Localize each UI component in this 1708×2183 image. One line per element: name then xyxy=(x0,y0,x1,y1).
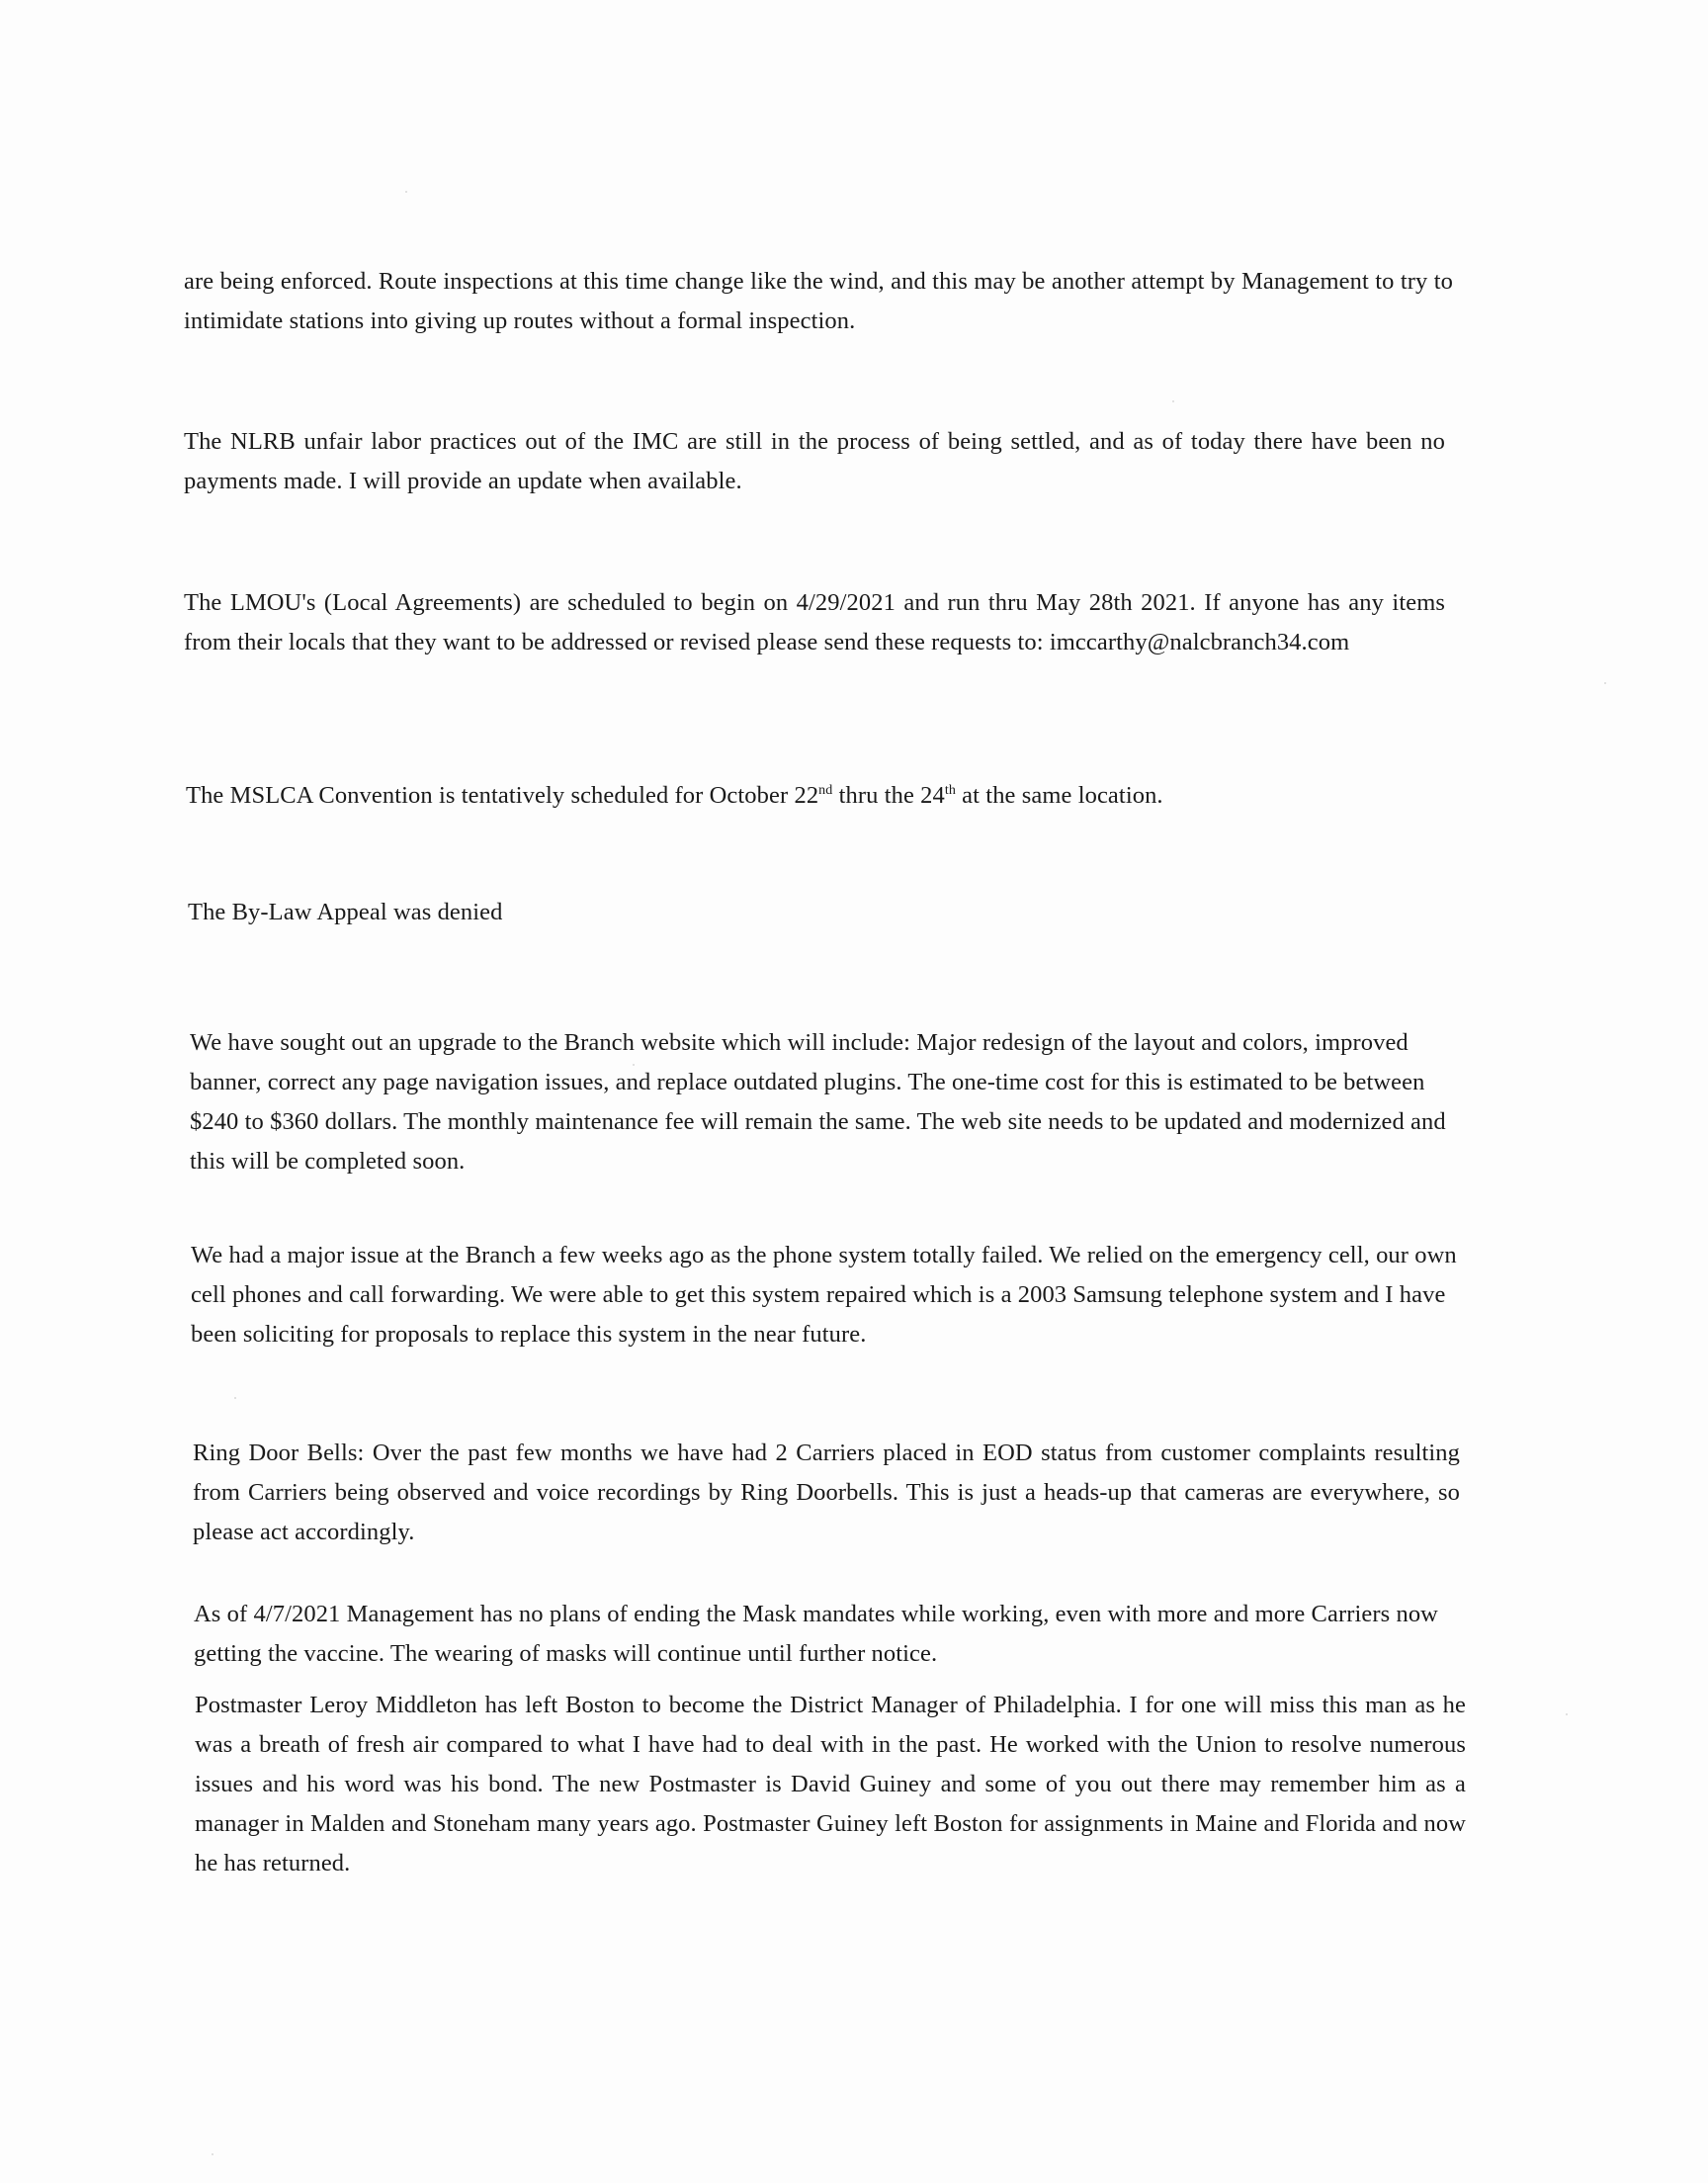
ordinal-suffix: th xyxy=(944,783,956,798)
paragraph-mslca-convention xyxy=(186,776,1471,816)
paragraph-route-inspections: are being enforced. Route inspections at this time change like the wind, and this may be another attempt by Management to try to intimidate stations into giving up routes without a formal inspection. xyxy=(184,268,1453,334)
scan-speck xyxy=(1566,1713,1568,1715)
scan-speck xyxy=(633,1064,635,1066)
paragraph-postmaster: Postmaster Leroy Middleton has left Boston to become the District Manager of Philadelphia. I for one will miss this man as he was a breath of fresh air compared to what I have had to deal with in the past. He worked with the Union to resolve numerous issues and his word was his bond. The new Postmaster is David Guiney and some of you out there may remember him as a manager in Malden and Stoneham many years ago. Postmaster Guiney left Boston for assignments in Maine and Florida and now he has returned. xyxy=(195,1692,1466,1877)
scan-speck xyxy=(1604,682,1606,684)
scan-speck xyxy=(1172,400,1174,402)
mslca-text-middle: thru the 24 xyxy=(832,782,945,809)
scan-speck xyxy=(234,1397,236,1399)
paragraph-phone-system: We had a major issue at the Branch a few weeks ago as the phone system totally failed. We relied on the emergency cell, our own cell phones and call forwarding. We were able to get this system repaired which is a 2003 Samsung telephone system and I have been soliciting for proposals to replace this system in the near future. xyxy=(191,1242,1457,1348)
paragraph-website-upgrade: We have sought out an upgrade to the Branch website which will include: Major redesign of the layout and colors, improved banner, correct any page navigation issues, and replace outdated plugins. The one-time cost for this is estimated to be between $240 to $360 dollars. The monthly maintenance fee will remain the same. The web site needs to be updated and modernized and this will be completed soon. xyxy=(190,1029,1446,1175)
paragraph-lmou: The LMOU's (Local Agreements) are scheduled to begin on 4/29/2021 and run thru May 28th 2021. If anyone has any items from their locals that they want to be addressed or revised please send these requests to: imccarthy@nalcbranch34.com xyxy=(184,589,1445,655)
mslca-text-before: The MSLCA Convention is tentatively scheduled for October 22 xyxy=(186,782,819,809)
paragraph-bylaw-appeal: The By-Law Appeal was denied xyxy=(188,899,503,925)
scan-speck xyxy=(405,191,407,193)
paragraph-nlrb: The NLRB unfair labor practices out of the IMC are still in the process of being settled, and as of today there have been no payments made. I will provide an update when available. xyxy=(184,428,1445,494)
paragraph-ring-doorbells: Ring Door Bells: Over the past few months we have had 2 Carriers placed in EOD status from customer complaints resulting from Carriers being observed and voice recordings by Ring Doorbells. This is just a heads-up that cameras are everywhere, so please act accordingly. xyxy=(193,1440,1460,1545)
paragraph-mask-mandates: As of 4/7/2021 Management has no plans of ending the Mask mandates while working, even with more and more Carriers now getting the vaccine. The wearing of masks will continue until further notice. xyxy=(194,1601,1438,1667)
mslca-text-after: at the same location. xyxy=(955,782,1163,809)
scan-speck xyxy=(212,2153,214,2155)
ordinal-suffix: nd xyxy=(818,783,833,798)
